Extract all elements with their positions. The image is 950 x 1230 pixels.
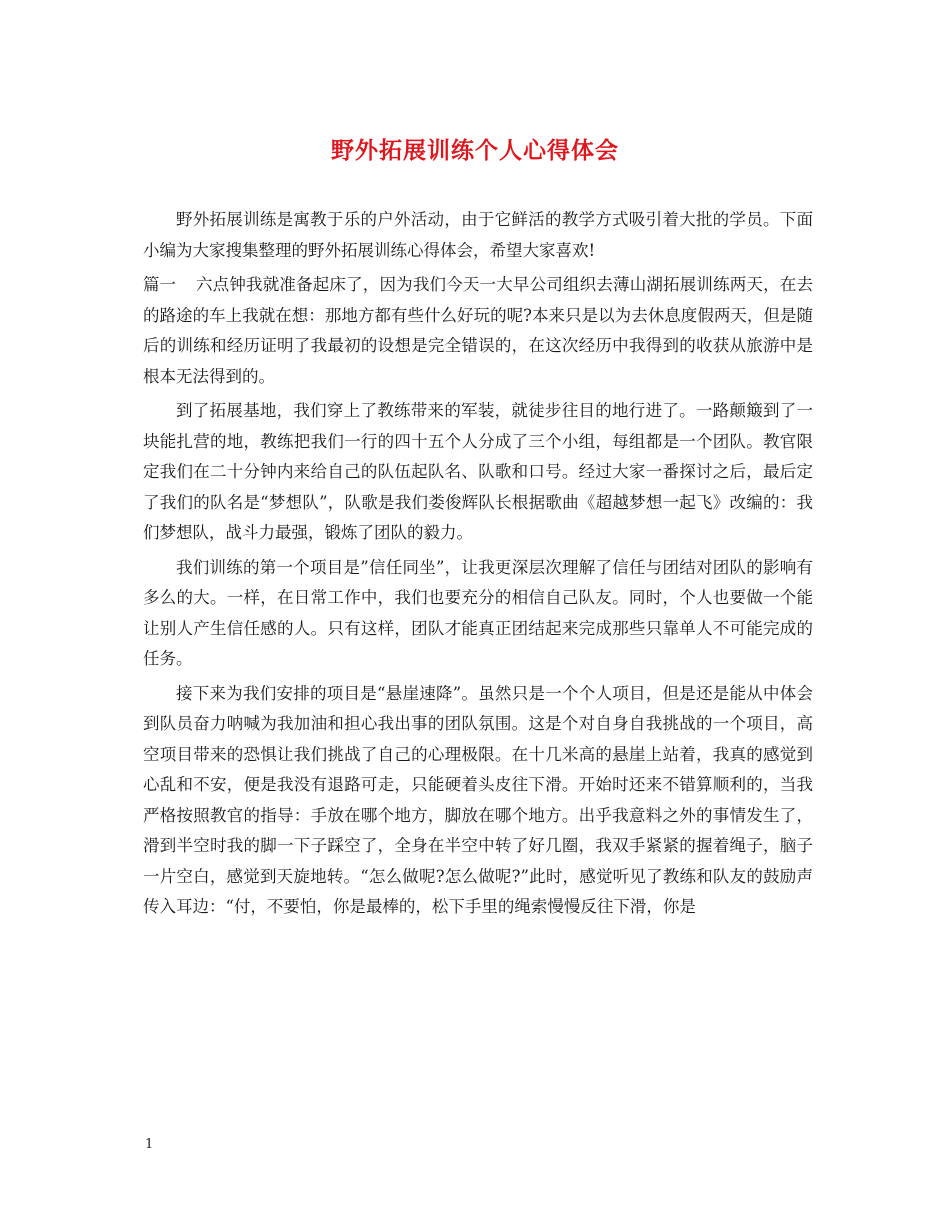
document-body (143, 205, 813, 923)
document-title: 野外拓展训练个人心得体会 (331, 137, 619, 164)
body-paragraph: 到了拓展基地，我们穿上了教练带来的军装，就徒步往目的地行进了。一路颠簸到了一块能扎营的地，教练把我们一行的四十五个人分成了三个小组，每组都是一个团队。教官限定我们在二十分钟内来给自己的队伍起队名、队歌和口号。经过大家一番探讨之后，最后定了我们的队名是“梦想队”，队歌是我们娄俊辉队长根据歌曲《超越梦想一起飞》改编的：我们梦想队，战斗力最强，锻炼了团队的毅力。 (143, 401, 813, 542)
intro-paragraph: 野外拓展训练是寓教于乐的户外活动，由于它鲜活的教学方式吸引着大批的学员。下面小编为大家搜集整理的野外拓展训练心得体会，希望大家喜欢! (143, 210, 813, 260)
chapter-paragraph (143, 270, 813, 392)
body-paragraph: 我们训练的第一个项目是”信任同坐”，让我更深层次理解了信任与团结对团队的影响有多么的大。一样，在日常工作中，我们也要充分的相信自己队友。同时，个人也要做一个能让别人产生信任感的人。只有这样，团队才能真正团结起来完成那些只靠单人不可能完成的任务。 (143, 557, 813, 668)
chapter-first-text: 六点钟我就准备起床了，因为我们今天一大早公司组织去薄山湖拓展训练两天，在去的路途的车上我就在想：那地方都有些什么好玩的呢?本来只是以为去休息度假两天，但是随后的训练和经历证明了我最初的设想是完全错误的，在这次经历中我得到的收获从旅游中是根本无法得到的。 (143, 275, 813, 386)
body-paragraph: 接下来为我们安排的项目是“悬崖速降”。虽然只是一个个人项目，但是还是能从中体会到队员奋力呐喊为我加油和担心我出事的团队氛围。这是个对自身自我挑战的一个项目，高空项目带来的恐惧让我们挑战了自己的心理极限。在十几米高的悬崖上站着，我真的感觉到心乱和不安，便是我没有退路可走，只能硬着头皮往下滑。开始时还来不错算顺利的，当我严格按照教官的指导：手放在哪个地方，脚放在哪个地方。出乎我意料之外的事情发生了，滑到半空时我的脚一下子踩空了，全身在半空中转了好几圈，我双手紧紧的握着绳子，脑子一片空白，感觉到天旋地转。“怎么做呢?怎么做呢?”此时，感觉听见了教练和队友的鼓励声传入耳边：“付，不要怕，你是最棒的，松下手里的绳索慢慢反往下滑，你是 (143, 683, 813, 916)
page-number: 1 (145, 1137, 154, 1152)
chapter-label: 篇一 (143, 275, 176, 294)
